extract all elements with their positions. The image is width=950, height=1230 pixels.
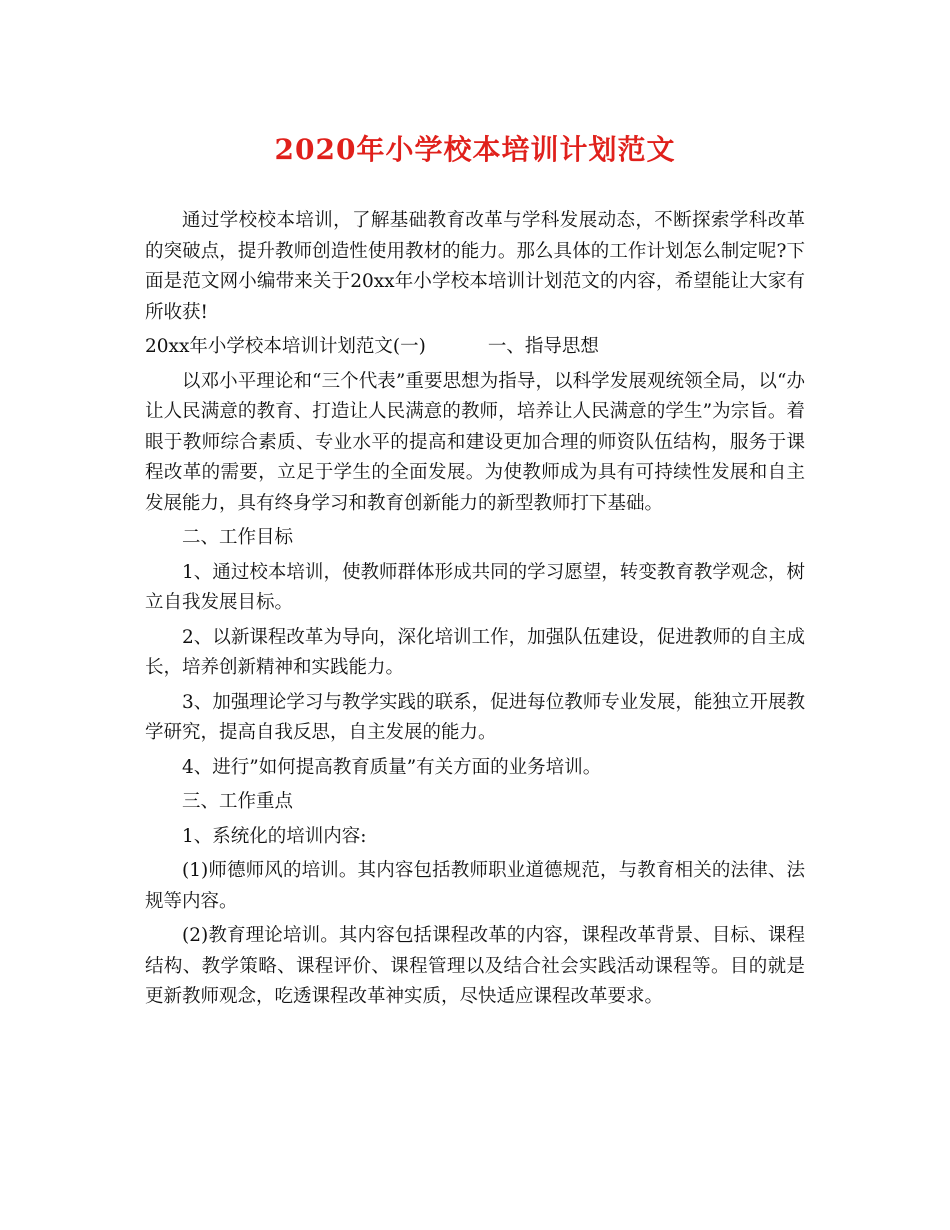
goal-item-4: 4、进行”如何提高教育质量”有关方面的业务培训。 (182, 756, 602, 778)
goal-item-2: 2、以新课程改革为导向，深化培训工作，加强队伍建设，促进教师的自主成长，培养创新精神和实践能力。 (145, 626, 805, 678)
training-item-2: (2)教育理论培训。其内容包括课程改革的内容，课程改革背景、目标、课程结构、教学策略、课程评价、课程管理以及结合社会实践活动课程等。目的就是更新教师观念，吃透课程改革神实质，尽快适应课程改革要求。 (145, 925, 805, 1007)
document-body (145, 206, 805, 1017)
focus-item-1: 1、系统化的培训内容: (182, 825, 367, 847)
document-title: 2020年小学校本培训计划范文 (274, 133, 676, 166)
heading-work-goals: 二、工作目标 (182, 527, 294, 548)
training-item-1: (1)师德师风的培训。其内容包括教师职业道德规范，与教育相关的法律、法规等内容。 (145, 860, 805, 912)
heading-guiding-ideology: 一、指导思想 (487, 336, 599, 357)
goal-item-1: 1、通过校本培训，使教师群体形成共同的学习愿望，转变教育教学观念，树立自我发展目标。 (145, 561, 805, 613)
intro-paragraph: 通过学校校本培训，了解基础教育改革与学科发展动态，不断探索学科改革的突破点，提升教师创造性使用教材的能力。那么具体的工作计划怎么制定呢?下面是范文网小编带来关于20xx年小学校本培训计划范文的内容，希望能让大家有所收获! (145, 210, 805, 323)
section-heading: 20xx年小学校本培训计划范文(一) (145, 336, 426, 357)
section-heading-line (145, 332, 805, 363)
guiding-ideology-paragraph: 以邓小平理论和“三个代表”重要思想为指导，以科学发展观统领全局，以“办让人民满意的教育、打造让人民满意的教师，培养让人民满意的学生”为宗旨。着眼于教师综合素质、专业水平的提高和建设更加合理的师资队伍结构，服务于课程改革的需要，立足于学生的全面发展。为使教师成为具有可持续性发展和自主发展能力，具有终身学习和教育创新能力的新型教师打下基础。 (145, 370, 805, 514)
goal-item-3: 3、加强理论学习与教学实践的联系，促进每位教师专业发展，能独立开展教学研究，提高自我反思，自主发展的能力。 (145, 691, 805, 743)
heading-work-focus: 三、工作重点 (182, 791, 294, 812)
